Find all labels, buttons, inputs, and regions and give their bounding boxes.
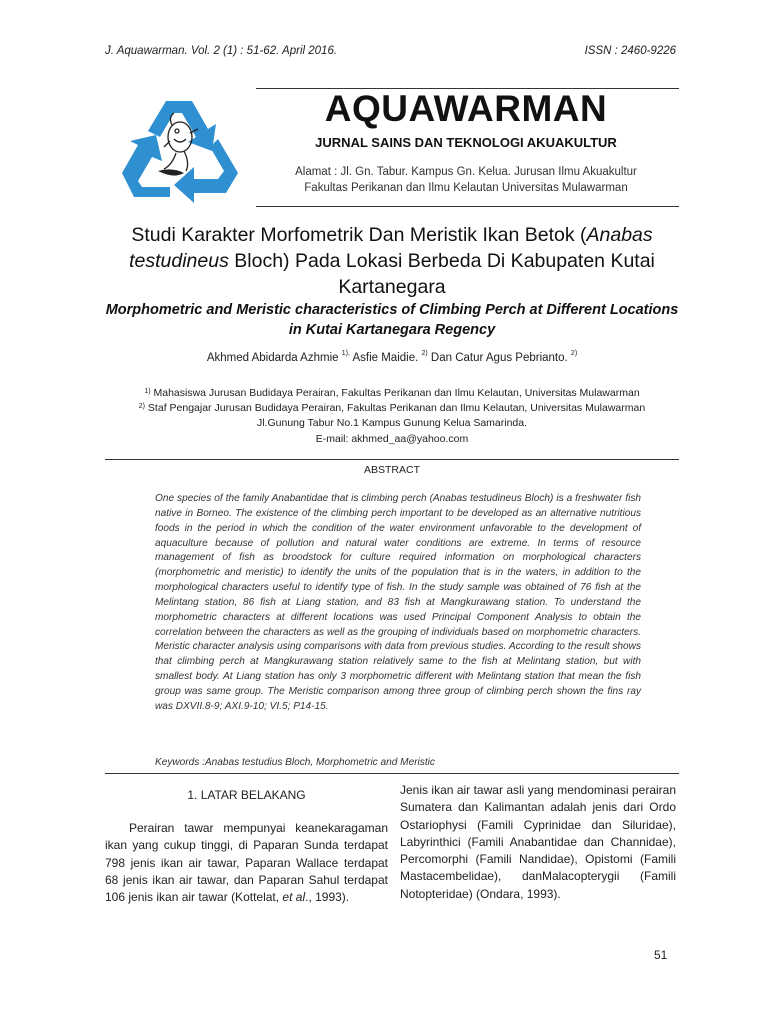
author-3: Dan Catur Agus Pebrianto. (427, 352, 571, 364)
author-list (105, 352, 679, 364)
affiliation-2 (105, 401, 679, 416)
title-species: Anabas testudineus (129, 224, 653, 272)
author-2: Asfie Maidie. (349, 352, 422, 364)
affiliation-address: Jl.Gunung Tabur No.1 Kampus Gunung Kelua Samarinda. (256, 417, 528, 429)
issn: ISSN : 2460-9226 (584, 45, 676, 57)
title-part-1: Studi Karakter Morfometrik Dan Meristik Ikan Betok ( (131, 224, 587, 246)
left-paragraph-et-al: et al (282, 890, 306, 905)
affiliation-1 (105, 386, 679, 401)
affiliation-1-text: Mahasiswa Jurusan Budidaya Perairan, Fakultas Perikanan dan Ilmu Kelautan, Universitas Mulawarman (150, 387, 640, 399)
right-column-paragraph: Jenis ikan air tawar asli yang mendominasi perairan Sumatera dan Kalimantan adalah jenis dari Ordo Ostariophysi (Famili Cyprinidae dan Siluridae), Labyrinthici (Famili Anabantidae dan Channidae), Percomorphi (Famili Nandidae), Opistomi (Famili Mastacembelidae), danMalacopterygii (Famili Notopteridae) (Ondara, 1993). (400, 783, 676, 901)
corresponding-email: E-mail: akhmed_aa@yahoo.com (315, 433, 469, 445)
abstract-top-rule (105, 459, 679, 460)
journal-reference: J. Aquawarman. Vol. 2 (1) : 51-62. April 2016. (105, 45, 338, 57)
abstract-bottom-rule (105, 773, 679, 774)
header-bottom-rule (256, 206, 679, 207)
left-paragraph-text: Perairan tawar mempunyai keanekaragaman ikan yang cukup tinggi, di Paparan Sunda terdapat 798 jenis ikan air tawar, Paparan Wallace terdapat 68 jenis ikan air tawar, dan Paparan Sahul terdapat 106 jenis ikan air tawar (Kottelat, (105, 821, 388, 905)
left-column-paragraph (105, 820, 388, 906)
abstract-text: One species of the family Anabantidae that is climbing perch (Anabas testudineus Bloch) is a freshwater fish native in Borneo. The existence of the climbing perch important to be developed as an alternative nutritious foods in the period in which the condition of the water environment unfavorable to the development of aquaculture because of pollution and natural water conditions are extreme. In terms of resource management of fish as broodstock for culture required information on morphological characters (morphometric and meristic) to identify the units of the population that is in the waters, in addition to the morphological characters useful to identify type of fish. In the study sample was obtained of 76 fish at the Melintang station, 86 fish at Liang station, and 83 fish at Mangkurawang station. To understand the morphometric characters at different locations was used Principal Component Analysis to obtain the correlation between the characters as well as the grouping of individuals based on morphometric characters. Meristic character analysis using comparisons with data from previous studies. According to the result shows that climbing perch at Mangkurawang station relatively same to the fish at Melintang station, but with smallest body. At Liang station has only 3 morphometric different with Melintang station that mean the fish group was same group. The Meristic comparison among three group of climbing perch shown the fins ray was DXVII.8-9; AXI.9-10; VI.5; P14-15. (155, 493, 641, 712)
author-2-affiliation-mark: 2) (421, 350, 428, 357)
abstract-heading: ABSTRACT (363, 464, 420, 476)
left-paragraph-end: ., 1993). (305, 890, 350, 905)
recycle-fish-logo-icon (114, 93, 244, 205)
journal-name: AQUAWARMAN (324, 88, 608, 129)
section-heading: 1. LATAR BELAKANG (187, 788, 306, 802)
article-title (105, 222, 679, 300)
title-part-2: Bloch) Pada Lokasi Berbeda Di Kabupaten Kutai Kartanegara (228, 250, 655, 298)
affiliation-2-mark: 2) (138, 403, 146, 410)
author-1: Akhmed Abidarda Azhmie (206, 352, 342, 364)
journal-address-line-1: Alamat : Jl. Gn. Tabur. Kampus Gn. Kelua. Jurusan Ilmu Akuakultur (295, 166, 637, 178)
article-title-english: Morphometric and Meristic characteristics of Climbing Perch at Different Locations in Kutai Kartanegara Regency (105, 302, 679, 338)
page-number: 51 (654, 948, 668, 962)
author-1-affiliation-mark: 1), (341, 350, 350, 357)
affiliation-2-text: Staf Pengajar Jurusan Budidaya Perairan, Fakultas Perikanan dan Ilmu Kelautan, Universitas Mulawarman (145, 402, 646, 414)
author-3-affiliation-mark: 2) (570, 350, 578, 357)
journal-address-line-2: Fakultas Perikanan dan Ilmu Kelautan Universitas Mulawarman (304, 182, 628, 194)
keywords: Keywords :Anabas testudius Bloch, Morphometric and Meristic (155, 757, 435, 768)
journal-subtitle: JURNAL SAINS DAN TEKNOLOGI AKUAKULTUR (315, 135, 617, 150)
affiliation-1-mark: 1) (144, 388, 151, 395)
